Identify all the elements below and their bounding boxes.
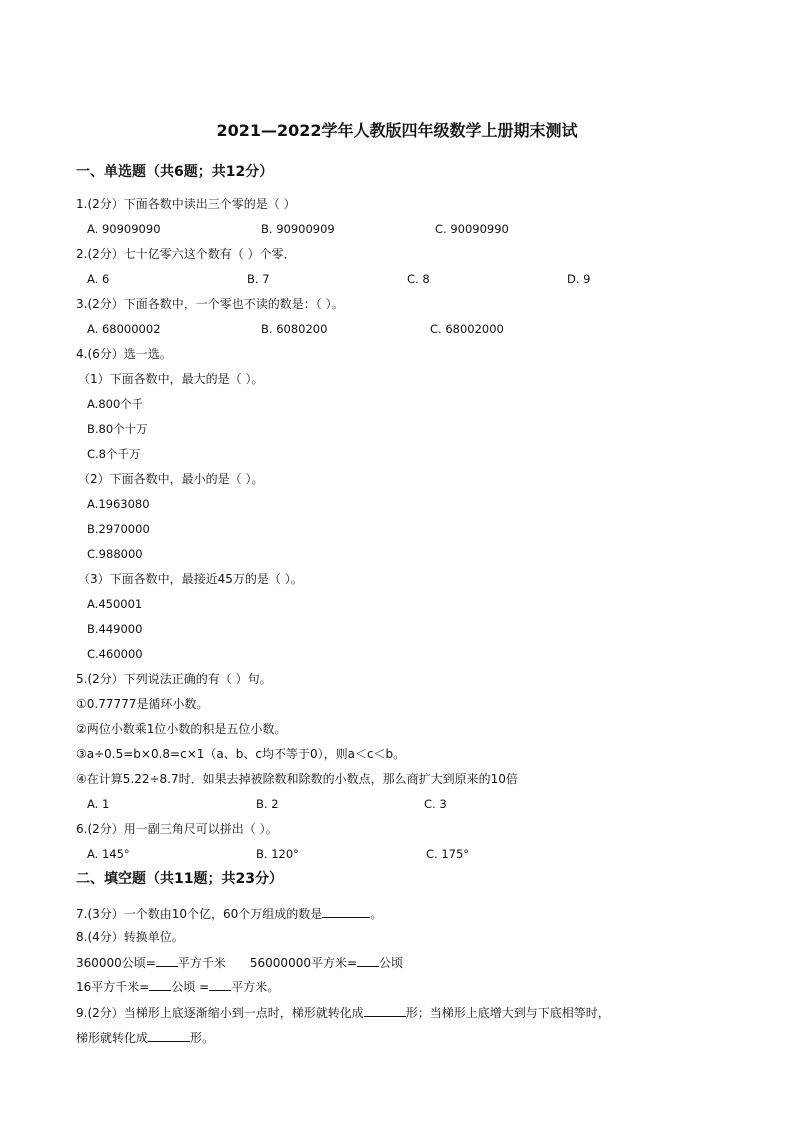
question-9-text: 形。 <box>190 1031 215 1045</box>
question-5-statement-2: ②两位小数乘1位小数的积是五位小数。 <box>76 722 287 736</box>
answer-blank[interactable] <box>148 1027 190 1042</box>
question-6-option-a: A. 145° <box>87 847 130 861</box>
question-4-2-option-b: B.2970000 <box>87 522 150 536</box>
question-2-option-d: D. 9 <box>567 272 591 286</box>
question-8-text: 平方千米 <box>177 956 226 970</box>
question-6-option-b: B. 120° <box>256 847 299 861</box>
question-6-stem: 6.(2分）用一副三角尺可以拼出（ ）。 <box>76 822 278 836</box>
question-8-text: 360000公顷= <box>76 956 156 970</box>
question-2-option-a: A. 6 <box>87 272 110 286</box>
answer-blank[interactable] <box>364 1002 406 1017</box>
question-3-option-b: B. 6080200 <box>261 322 328 336</box>
question-2-option-c: C. 8 <box>407 272 430 286</box>
question-8-text: 56000000平方米= <box>249 956 358 970</box>
question-5-option-a: A. 1 <box>87 797 110 811</box>
question-1-option-a: A. 90909090 <box>87 222 161 236</box>
answer-blank[interactable] <box>156 952 178 967</box>
question-1-stem: 1.(2分）下面各数中读出三个零的是（ ） <box>76 197 296 211</box>
question-4-1-option-c: C.8个千万 <box>87 447 141 461</box>
question-4-2-option-c: C.988000 <box>87 547 143 561</box>
question-8-text: 平方米。 <box>231 980 280 994</box>
answer-blank[interactable] <box>357 952 379 967</box>
question-5-stem: 5.(2分）下列说法正确的有（ ）句。 <box>76 672 272 686</box>
question-4-part-1: （1）下面各数中，最大的是（ ）。 <box>78 372 264 386</box>
question-3-option-c: C. 68002000 <box>430 322 504 336</box>
question-5-statement-3: ③a÷0.5=b×0.8=c×1（a、b、c均不等于0），则a＜c＜b。 <box>76 747 406 761</box>
question-1-option-b: B. 90900909 <box>261 222 335 236</box>
section-fill-in: 二、填空题（共11题；共23分） <box>76 871 283 887</box>
question-5-statement-4: ④在计算5.22÷8.7时．如果去掉被除数和除数的小数点，那么商扩大到原来的10倍 <box>76 772 518 786</box>
question-9-text: 梯形就转化成 <box>76 1031 149 1045</box>
question-8-line-1 <box>76 952 403 972</box>
question-4-1-option-a: A.800个千 <box>87 397 144 411</box>
question-6-option-c: C. 175° <box>426 847 470 861</box>
question-8-stem: 8.(4分）转换单位。 <box>76 930 184 944</box>
question-8-text: 16平方千米= <box>76 980 150 994</box>
question-4-1-option-b: B.80个十万 <box>87 422 148 436</box>
question-1-option-c: C. 90090990 <box>435 222 509 236</box>
question-4-part-3: （3）下面各数中，最接近45万的是（ ）。 <box>78 572 303 586</box>
question-4-part-2: （2）下面各数中，最小的是（ ）。 <box>78 472 264 486</box>
question-2-stem: 2.(2分）七十亿零六这个数有（ ）个零． <box>76 247 296 261</box>
answer-blank[interactable] <box>149 976 171 991</box>
question-7-end: 。 <box>370 907 383 921</box>
answer-blank[interactable] <box>322 903 370 918</box>
question-9-text: 形；当梯形上底增大到与下底相等时， <box>405 1006 610 1020</box>
question-3-option-a: A. 68000002 <box>87 322 161 336</box>
question-8-text: 公顷 <box>379 956 404 970</box>
question-8-text: 公顷 = <box>171 980 210 994</box>
question-4-3-option-b: B.449000 <box>87 622 143 636</box>
question-4-3-option-a: A.450001 <box>87 597 143 611</box>
question-7-stem: 7.(3分）一个数由10个亿，60个万组成的数是 <box>76 907 323 921</box>
page-title: 2021—2022学年人教版四年级数学上册期末测试 <box>216 121 578 140</box>
answer-blank[interactable] <box>209 976 231 991</box>
question-4-2-option-a: A.1963080 <box>87 497 150 511</box>
question-9-text: 9.(2分）当梯形上底逐渐缩小到一点时，梯形就转化成 <box>76 1006 364 1020</box>
question-2-option-b: B. 7 <box>247 272 270 286</box>
question-3-stem: 3.(2分）下面各数中，一个零也不读的数是：（ ）。 <box>76 297 344 311</box>
question-9-line-1 <box>76 1002 610 1022</box>
question-4-3-option-c: C.460000 <box>87 647 143 661</box>
question-7 <box>76 903 382 923</box>
question-4-stem: 4.(6分）选一选。 <box>76 347 172 361</box>
question-5-option-b: B. 2 <box>256 797 279 811</box>
question-5-option-c: C. 3 <box>424 797 447 811</box>
question-9-line-2 <box>76 1027 214 1047</box>
question-8-line-2 <box>76 976 279 996</box>
section-single-choice: 一、单选题（共6题；共12分） <box>76 164 274 180</box>
question-5-statement-1: ①0.77777是循环小数。 <box>76 697 209 711</box>
